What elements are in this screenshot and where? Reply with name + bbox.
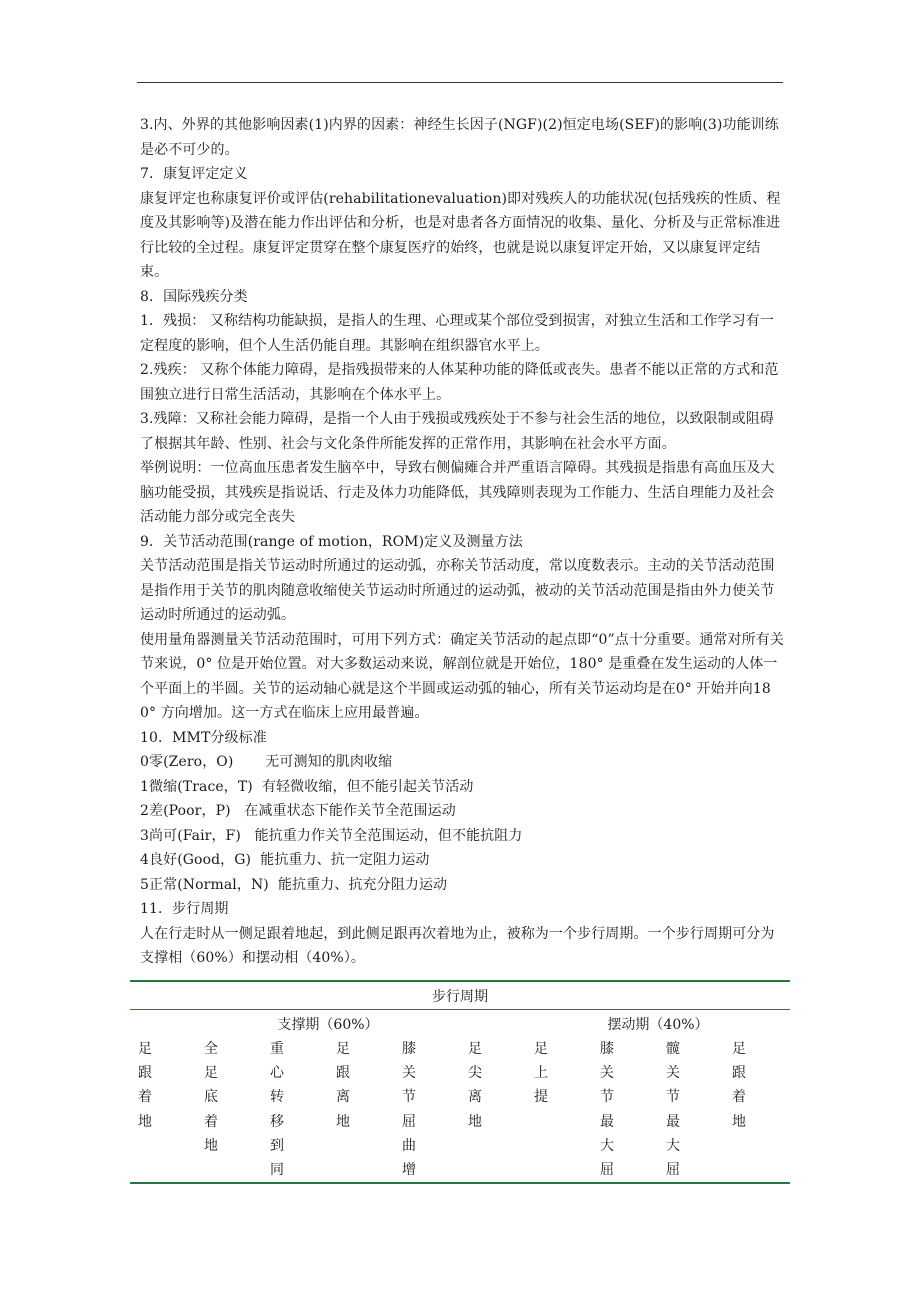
gait-table-wrapper <box>130 980 790 1184</box>
document-body <box>140 113 786 971</box>
paragraph-example: 举例说明：一位高血压患者发生脑卒中，导致右侧偏瘫合并严重语言障碍。其残损是指患有高血压及大脑功能受损，其残疾是指说话、行走及体力功能降低，其残障则表现为工作能力、生活自理能力及社会活动能力部分或完全丧失 <box>140 460 775 525</box>
table-cell <box>724 1037 790 1183</box>
mmt-grade-3: 3尚可(Fair，F) 能抗重力作关节全范围运动，但不能抗阻力 <box>140 827 523 844</box>
table-cell <box>130 1037 196 1183</box>
paragraph-impairment: 1．残损： 又称结构功能缺损，是指人的生理、心理或某个部位受到损害，对独立生活和工作学习有一定程度的影响，但个人生活仍能自理。其影响在组织器官水平上。 <box>140 313 774 354</box>
gait-term: 足跟着地 <box>732 1041 746 1130</box>
gait-term: 膝关节屈曲增 <box>402 1041 416 1179</box>
stance-phase-label: 支撑期（60%） <box>277 1016 379 1033</box>
paragraph-rehab-assessment: 康复评定也称康复评价或评估(rehabilitationevaluation)即对残疾人的功能状况(包括残疾的性质、程度及其影响等)及潜在能力作出评估和分析，也是对患者各方面情况的收集、量化、分析及与正常标准进行比较的全过程。康复评定贯穿在整个康复医疗的始终，也就是说以康复评定开始，又以康复评定结束。 <box>140 190 781 280</box>
gait-term: 足跟离地 <box>336 1041 350 1130</box>
gait-term: 足尖离地 <box>468 1041 482 1130</box>
paragraph-rom-definition: 关节活动范围是指关节运动时所通过的运动弧，亦称关节活动度，常以度数表示。主动的关节活动范围是指作用于关节的肌肉随意收缩使关节运动时所通过的运动弧，被动的关节活动范围是指由外力使关节运动时所通过的运动弧。 <box>140 558 775 623</box>
gait-term: 膝关节最大屈 <box>600 1041 614 1179</box>
table-cell <box>460 1037 526 1183</box>
table-caption: 步行周期 <box>130 981 790 1010</box>
gait-term: 重心转移到同 <box>270 1041 284 1179</box>
paragraph-disability: 2.残疾： 又称个体能力障碍，是指残损带来的人体某种功能的降低或丧失。患者不能以正常的方式和范围独立进行日常生活活动，其影响在个体水平上。 <box>140 362 779 403</box>
heading-mmt: 10．MMT分级标准 <box>140 729 267 746</box>
heading-disability-classification: 8．国际残疾分类 <box>140 288 248 305</box>
mmt-grade-1: 1微缩(Trace，T) 有轻微收缩，但不能引起关节活动 <box>140 778 474 795</box>
paragraph-gait-cycle: 人在行走时从一侧足跟着地起，到此侧足跟再次着地为止，被称为一个步行周期。一个步行周期可分为支撑相（60%）和摆动相（40%）。 <box>140 925 775 966</box>
table-cell <box>526 1037 592 1183</box>
gait-term: 全足底着地 <box>204 1041 218 1154</box>
paragraph-rom-measurement: 使用量角器测量关节活动范围时，可用下列方式：确定关节活动的起点即“0”点十分重要。通常对所有关节来说，0° 位是开始位置。对大多数运动来说，解剖位就是开始位，180° 是重叠在发生运动的人体一个平面上的半圆。关节的运动轴心就是这个半圆或运动弧的轴心，所有关节运动均是在0° 开始并向180° 方向增加。这一方式在临床上应用最普遍。 <box>140 631 784 721</box>
heading-rehab-assessment: 7．康复评定定义 <box>140 166 248 182</box>
table-caption-row <box>130 981 790 1010</box>
heading-gait-cycle: 11．步行周期 <box>140 901 229 917</box>
gait-term: 髋关节最大屈 <box>666 1041 680 1179</box>
mmt-grade-5: 5正常(Normal，N) 能抗重力、抗充分阻力运动 <box>140 876 448 893</box>
paragraph-handicap: 3.残障：又称社会能力障碍，是指一个人由于残损或残疾处于不参与社会生活的地位，以致限制或阻碍了根据其年龄、性别、社会与文化条件所能发挥的正常作用，其影响在社会水平方面。 <box>140 411 774 452</box>
table-cell <box>262 1037 328 1183</box>
table-cell <box>394 1037 460 1183</box>
table-cell <box>328 1037 394 1183</box>
table-cell <box>658 1037 724 1183</box>
gait-term: 足上提 <box>534 1041 548 1106</box>
header-rule <box>137 82 783 83</box>
paragraph-influence-factors: 3.内、外界的其他影响因素(1)内界的因素：神经生长因子(NGF)(2)恒定电场(SEF)的影响(3)功能训练是必不可少的。 <box>140 117 779 158</box>
table-cell <box>196 1037 262 1183</box>
swing-phase-label: 摆动期（40%） <box>607 1016 709 1033</box>
gait-cycle-table <box>130 980 790 1184</box>
heading-rom: 9．关节活动范围(range of motion，ROM)定义及测量方法 <box>140 533 523 550</box>
table-cell <box>592 1037 658 1183</box>
mmt-grade-4: 4良好(Good，G) 能抗重力、抗一定阻力运动 <box>140 852 430 868</box>
table-terms-row <box>130 1037 790 1183</box>
gait-term: 足跟着地 <box>138 1041 152 1130</box>
table-phase-row <box>130 1010 790 1038</box>
mmt-grade-0: 0零(Zero，O) 无可测知的肌肉收缩 <box>140 754 393 770</box>
mmt-grade-2: 2差(Poor，P) 在减重状态下能作关节全范围运动 <box>140 803 456 819</box>
